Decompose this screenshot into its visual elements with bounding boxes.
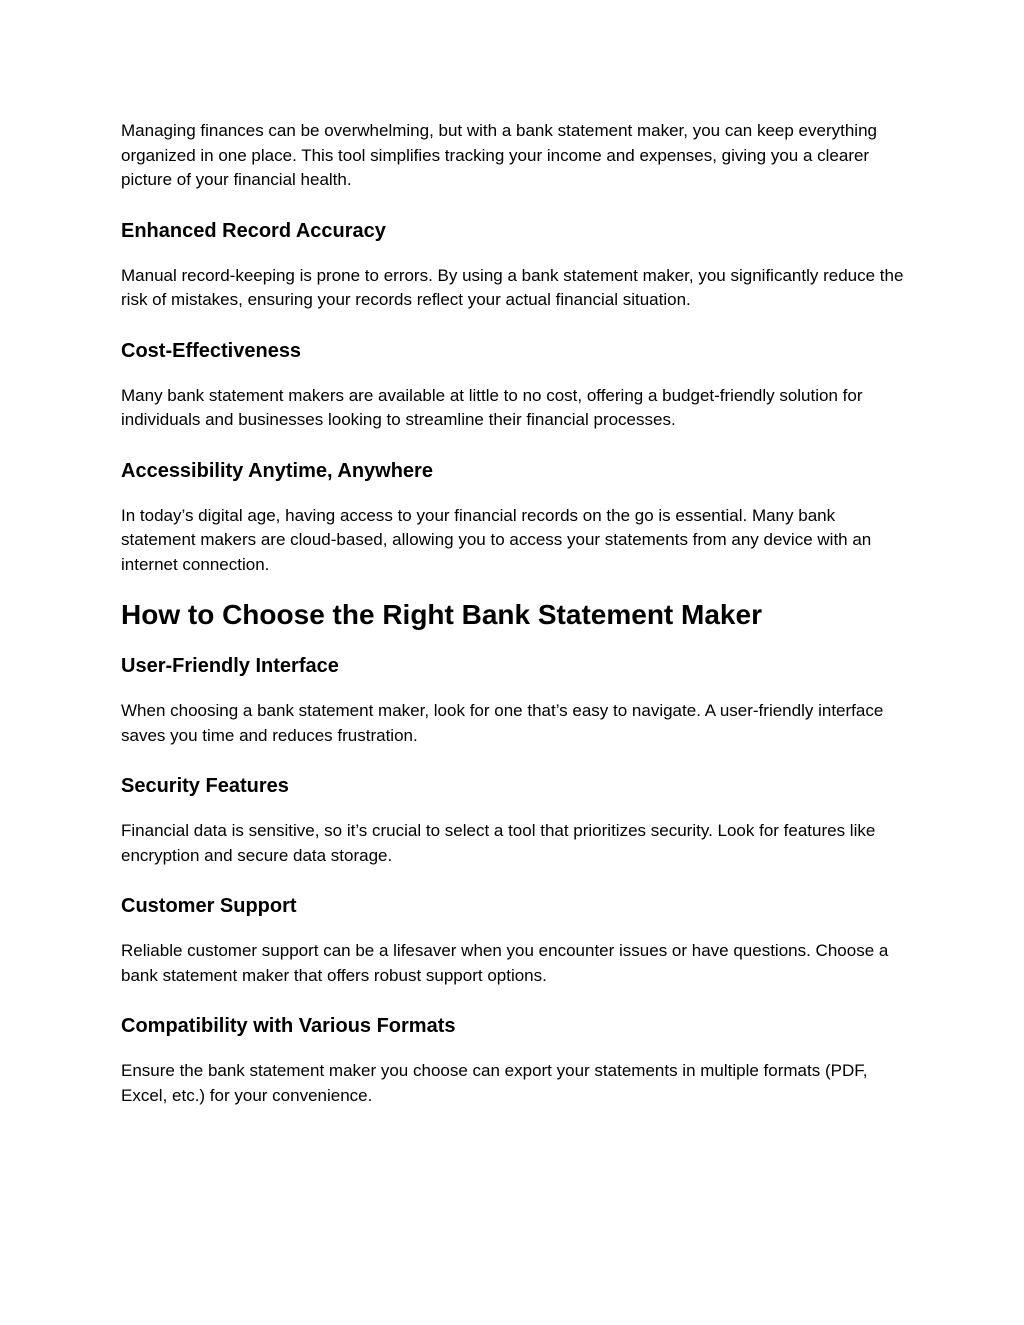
section-text-security: Financial data is sensitive, so it’s crucial to select a tool that prioritizes security. Look for features like encryption and secure data storage. [121,821,876,865]
section-text-customer-support: Reliable customer support can be a lifesaver when you encounter issues or have questions. Choose a bank statement maker that offers robust support options. [121,941,889,985]
section-text-accessibility: In today’s digital age, having access to your financial records on the go is essential. Many bank statement makers are cloud-based, allowing you to access your statements from any device with an internet connection. [121,505,872,574]
section-text-cost-effectiveness: Many bank statement makers are available at little to no cost, offering a budget-friendly solution for individuals and businesses looking to streamline their financial processes. [121,385,863,429]
main-heading-choose: How to Choose the Right Bank Statement Maker [121,599,762,630]
section-text-compatibility: Ensure the bank statement maker you choose can export your statements in multiple formats (PDF, Excel, etc.) for your convenience. [121,1061,868,1105]
intro-paragraph: Managing finances can be overwhelming, but with a bank statement maker, you can keep everything organized in one place. This tool simplifies tracking your income and expenses, giving you a clearer picture of your financial health. [121,121,877,189]
section-heading-security: Security Features [121,775,289,797]
section-heading-customer-support: Customer Support [121,895,297,917]
section-text-record-accuracy: Manual record-keeping is prone to errors. By using a bank statement maker, you significantly reduce the risk of mistakes, ensuring your records reflect your actual financial situation. [121,265,904,309]
section-heading-cost-effectiveness: Cost-Effectiveness [121,339,302,362]
section-heading-user-friendly: User-Friendly Interface [121,655,339,677]
section-heading-accessibility: Accessibility Anytime, Anywhere [121,459,433,482]
document-body [121,119,911,1108]
section-heading-compatibility: Compatibility with Various Formats [121,1015,456,1037]
section-heading-record-accuracy: Enhanced Record Accuracy [121,219,386,242]
section-text-user-friendly: When choosing a bank statement maker, look for one that’s easy to navigate. A user-friendly interface saves you time and reduces frustration. [121,701,884,745]
